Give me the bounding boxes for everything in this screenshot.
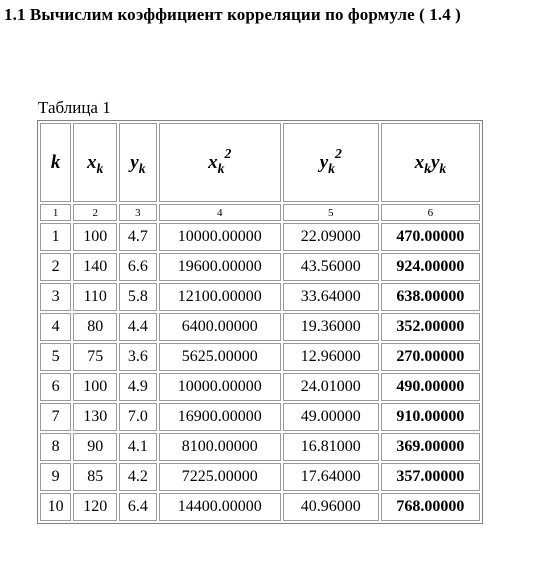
- row-x-value: 100: [73, 373, 117, 401]
- row-index: 9: [40, 463, 71, 491]
- row-y-squared: 49.00000: [283, 403, 379, 431]
- row-y-squared: 17.64000: [283, 463, 379, 491]
- row-y-squared: 43.56000: [283, 253, 379, 281]
- row-x-squared: 10000.00000: [159, 373, 281, 401]
- row-x-squared: 7225.00000: [159, 463, 281, 491]
- row-xy-product: 270.00000: [381, 343, 480, 371]
- row-y-value: 6.4: [119, 493, 157, 521]
- column-number: 1: [40, 204, 71, 221]
- row-y-value: 4.7: [119, 223, 157, 251]
- row-index: 8: [40, 433, 71, 461]
- row-y-value: 4.1: [119, 433, 157, 461]
- row-xy-product: 638.00000: [381, 283, 480, 311]
- row-x-value: 85: [73, 463, 117, 491]
- table-row: [40, 283, 480, 311]
- row-x-value: 100: [73, 223, 117, 251]
- row-x-squared: 10000.00000: [159, 223, 281, 251]
- row-xy-product: 910.00000: [381, 403, 480, 431]
- row-xy-product: 357.00000: [381, 463, 480, 491]
- row-x-squared: 5625.00000: [159, 343, 281, 371]
- correlation-table: [37, 120, 483, 524]
- table-row: [40, 493, 480, 521]
- column-number: 4: [159, 204, 281, 221]
- header-x: $x_k$: [73, 123, 117, 202]
- header-x-squared: $x_k^2$: [159, 123, 281, 202]
- row-xy-product: 369.00000: [381, 433, 480, 461]
- row-index: 4: [40, 313, 71, 341]
- table-row: [40, 433, 480, 461]
- row-y-squared: 16.81000: [283, 433, 379, 461]
- column-number: 6: [381, 204, 480, 221]
- row-y-squared: 24.01000: [283, 373, 379, 401]
- row-x-value: 140: [73, 253, 117, 281]
- row-y-value: 6.6: [119, 253, 157, 281]
- column-number: 5: [283, 204, 379, 221]
- column-number: 3: [119, 204, 157, 221]
- row-x-value: 110: [73, 283, 117, 311]
- row-xy-product: 768.00000: [381, 493, 480, 521]
- row-y-value: 7.0: [119, 403, 157, 431]
- row-x-value: 75: [73, 343, 117, 371]
- row-x-squared: 19600.00000: [159, 253, 281, 281]
- row-index: 2: [40, 253, 71, 281]
- row-x-squared: 8100.00000: [159, 433, 281, 461]
- header-xy-product: $x_ky_k$: [381, 123, 480, 202]
- row-index: 5: [40, 343, 71, 371]
- row-index: 6: [40, 373, 71, 401]
- table-caption: Таблица 1: [38, 98, 111, 117]
- table-row: [40, 253, 480, 281]
- row-xy-product: 490.00000: [381, 373, 480, 401]
- row-x-squared: 12100.00000: [159, 283, 281, 311]
- row-x-squared: 16900.00000: [159, 403, 281, 431]
- row-index: 3: [40, 283, 71, 311]
- column-number-row: [40, 204, 480, 221]
- row-x-value: 80: [73, 313, 117, 341]
- table-row: [40, 463, 480, 491]
- column-number: 2: [73, 204, 117, 221]
- row-xy-product: 470.00000: [381, 223, 480, 251]
- row-y-value: 4.2: [119, 463, 157, 491]
- row-index: 10: [40, 493, 71, 521]
- row-y-value: 5.8: [119, 283, 157, 311]
- table-row: [40, 373, 480, 401]
- header-y-squared: $y_k^2$: [283, 123, 379, 202]
- header-y: $y_k$: [119, 123, 157, 202]
- row-index: 7: [40, 403, 71, 431]
- row-y-squared: 19.36000: [283, 313, 379, 341]
- row-x-squared: 6400.00000: [159, 313, 281, 341]
- table-header-row: [40, 123, 480, 202]
- row-y-squared: 12.96000: [283, 343, 379, 371]
- row-y-squared: 33.64000: [283, 283, 379, 311]
- row-y-squared: 22.09000: [283, 223, 379, 251]
- row-y-value: 4.4: [119, 313, 157, 341]
- table-row: [40, 223, 480, 251]
- row-x-value: 90: [73, 433, 117, 461]
- table-row: [40, 313, 480, 341]
- row-y-value: 3.6: [119, 343, 157, 371]
- section-heading: 1.1 Вычислим коэффициент корреляции по формуле ( 1.4 ): [4, 5, 461, 24]
- row-xy-product: 352.00000: [381, 313, 480, 341]
- row-y-value: 4.9: [119, 373, 157, 401]
- table-row: [40, 343, 480, 371]
- row-index: 1: [40, 223, 71, 251]
- row-x-value: 120: [73, 493, 117, 521]
- row-x-squared: 14400.00000: [159, 493, 281, 521]
- row-xy-product: 924.00000: [381, 253, 480, 281]
- row-x-value: 130: [73, 403, 117, 431]
- table-row: [40, 403, 480, 431]
- header-k: k: [40, 123, 71, 202]
- row-y-squared: 40.96000: [283, 493, 379, 521]
